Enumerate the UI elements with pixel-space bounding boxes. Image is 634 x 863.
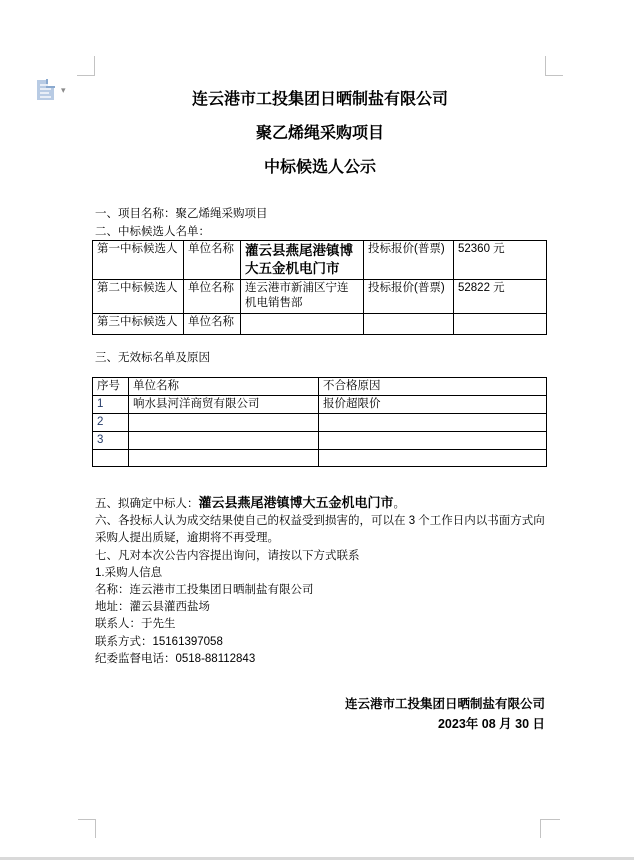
unit-label: 单位名称 [184,314,241,335]
unit-cell [129,432,319,450]
header-reason: 不合格原因 [319,378,547,396]
buyer-contact: 联系人：于先生 [95,618,176,631]
sections-5-6-7 [95,494,547,668]
unit-label: 单位名称 [184,241,241,280]
table-header-row [93,378,547,396]
signature-company: 连云港市工投集团日晒制盐有限公司 [344,697,545,711]
text-boundary-mark-top-right [545,56,563,76]
seq-cell: 3 [93,432,129,450]
supervision-phone: 纪委监督电话：0518-88112843 [95,652,256,665]
title-project: 聚乙烯绳采购项目 [255,125,384,142]
section-5-label: 五、拟确定中标人： [95,498,199,510]
unit-cell [129,450,319,467]
buyer-phone: 联系方式：15161397058 [95,635,223,648]
seq-cell: 1 [93,396,129,414]
header-unit: 单位名称 [129,378,319,396]
signature-block [95,694,545,734]
candidate-rank: 第三中标候选人 [93,314,184,335]
candidate-rank: 第二中标候选人 [93,280,184,314]
section-3-invalid-bids: 三、无效标名单及原因 [95,352,210,364]
unit-name: 灌云县燕尾港镇博大五金机电门市 [241,241,364,280]
section-6-objection-rules: 六、各投标人认为成交结果使自己的权益受到损害的，可以在 3 个工作日内以书面方式向采购人提出质疑，逾期将不再受理。 [95,515,545,545]
unit-cell [129,414,319,432]
buyer-name: 名称：连云港市工投集团日晒制盐有限公司 [95,584,314,597]
price-value: 52822 元 [454,280,547,314]
price-value: 52360 元 [454,241,547,280]
table-row [93,241,547,280]
reason-cell: 报价超限价 [319,396,547,414]
seq-cell [93,450,129,467]
unit-name [241,314,364,335]
reason-cell [319,432,547,450]
title-announcement: 中标候选人公示 [263,159,376,176]
text-boundary-mark-bottom-left [78,819,96,838]
table-row [93,280,547,314]
seq-cell: 2 [93,414,129,432]
table-row [93,414,547,432]
table-row [93,432,547,450]
price-label [364,314,454,335]
section-2-candidates-list: 二、中标候选人名单： [95,226,210,238]
section-7-contact-intro: 七、凡对本次公告内容提出询问，请按以下方式联系 [95,549,360,562]
candidates-table [92,240,547,335]
reason-cell [319,450,547,467]
section-5-winner-line [95,494,547,513]
section-5-period: 。 [393,498,406,510]
header-seq: 序号 [93,378,129,396]
unit-cell: 响水县河洋商贸有限公司 [129,396,319,414]
price-label: 投标报价(普票) [364,241,454,280]
price-label: 投标报价(普票) [364,280,454,314]
section-1-2 [95,205,547,241]
title-company: 连云港市工投集团日晒制盐有限公司 [191,91,448,108]
table-row [93,314,547,335]
candidate-rank: 第一中标候选人 [93,241,184,280]
paste-options-button[interactable] [36,80,74,102]
price-value [454,314,547,335]
signature-date: 2023年 08 月 30 日 [437,717,545,731]
table-row [93,450,547,467]
unit-label: 单位名称 [184,280,241,314]
buyer-info-title: 1.采购人信息 [95,566,163,579]
document-titles [95,83,545,185]
reason-cell [319,414,547,432]
page-bottom-edge [0,857,634,860]
chevron-down-icon: ▾ [61,85,66,95]
text-boundary-mark-bottom-right [540,819,560,838]
table-row [93,396,547,414]
unit-name: 连云港市新浦区宁连机电销售部 [241,280,364,314]
clipboard-paste-icon [37,80,54,100]
invalid-bids-table [92,377,547,467]
section-1-project-name: 一、项目名称：聚乙烯绳采购项目 [95,208,268,220]
text-boundary-mark-top-left [77,56,95,76]
buyer-address: 地址：灌云县灌西盐场 [95,601,210,614]
section-5-winner-name: 灌云县燕尾港镇博大五金机电门市 [198,495,394,510]
